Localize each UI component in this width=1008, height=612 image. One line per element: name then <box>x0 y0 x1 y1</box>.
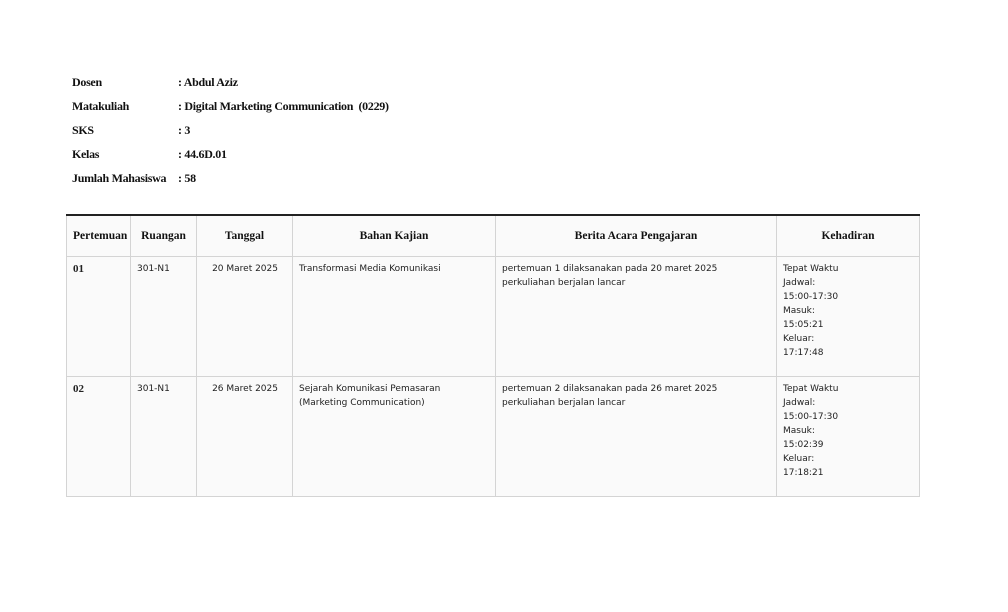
kehadiran-jadwal-label: Jadwal: <box>783 278 816 288</box>
kelas-value: : 44.6D.01 <box>178 146 227 161</box>
cell-kehadiran <box>777 377 920 497</box>
kehadiran-masuk-label: Masuk: <box>783 426 815 436</box>
kelas-label: Kelas <box>72 146 100 161</box>
info-row-dosen <box>72 70 389 94</box>
jumlah-mahasiswa-label: Jumlah Mahasiswa <box>72 170 167 185</box>
cell-bahan-kajian: Sejarah Komunikasi Pemasaran (Marketing Communication) <box>293 377 496 497</box>
kehadiran-status: Tepat Waktu <box>783 384 839 394</box>
header-kehadiran: Kehadiran <box>777 215 920 257</box>
dosen-label: Dosen <box>72 74 102 89</box>
header-pertemuan: Pertemuan <box>67 215 131 257</box>
info-row-matakuliah <box>72 94 389 118</box>
kehadiran-masuk-value: 15:02:39 <box>783 440 824 450</box>
header-ruangan: Ruangan <box>131 215 197 257</box>
kehadiran-keluar-label: Keluar: <box>783 454 815 464</box>
cell-kehadiran <box>777 257 920 377</box>
table-row <box>67 377 920 497</box>
kehadiran-jadwal-label: Jadwal: <box>783 398 816 408</box>
kehadiran-masuk-value: 15:05:21 <box>783 320 824 330</box>
info-row-sks <box>72 118 389 142</box>
cell-berita-acara: pertemuan 1 dilaksanakan pada 20 maret 2025 perkuliahan berjalan lancar <box>496 257 777 377</box>
dosen-value: : Abdul Aziz <box>178 74 238 89</box>
info-row-kelas <box>72 142 389 166</box>
kehadiran-keluar-value: 17:18:21 <box>783 468 824 478</box>
sks-value: : 3 <box>178 122 191 137</box>
cell-tanggal: 20 Maret 2025 <box>197 257 293 377</box>
cell-ruangan: 301-N1 <box>131 377 197 497</box>
kehadiran-keluar-value: 17:17:48 <box>783 348 824 358</box>
info-row-jumlah-mahasiswa <box>72 166 389 190</box>
matakuliah-value: : Digital Marketing Communication (0229) <box>178 98 389 113</box>
cell-pertemuan: 01 <box>67 257 131 377</box>
kehadiran-jadwal-value: 15:00-17:30 <box>783 412 839 422</box>
kehadiran-keluar-label: Keluar: <box>783 334 815 344</box>
kehadiran-status: Tepat Waktu <box>783 264 839 274</box>
table-header-row <box>67 215 920 257</box>
course-info <box>72 70 389 190</box>
cell-berita-acara: pertemuan 2 dilaksanakan pada 26 maret 2025 perkuliahan berjalan lancar <box>496 377 777 497</box>
jumlah-mahasiswa-value: : 58 <box>178 170 196 185</box>
sks-label: SKS <box>72 122 94 137</box>
header-tanggal: Tanggal <box>197 215 293 257</box>
kehadiran-jadwal-value: 15:00-17:30 <box>783 292 839 302</box>
header-berita-acara: Berita Acara Pengajaran <box>496 215 777 257</box>
matakuliah-label: Matakuliah <box>72 98 130 113</box>
table-row <box>67 257 920 377</box>
cell-ruangan: 301-N1 <box>131 257 197 377</box>
header-bahan-kajian: Bahan Kajian <box>293 215 496 257</box>
cell-bahan-kajian: Transformasi Media Komunikasi <box>293 257 496 377</box>
cell-pertemuan: 02 <box>67 377 131 497</box>
kehadiran-masuk-label: Masuk: <box>783 306 815 316</box>
attendance-table <box>66 214 920 497</box>
cell-tanggal: 26 Maret 2025 <box>197 377 293 497</box>
